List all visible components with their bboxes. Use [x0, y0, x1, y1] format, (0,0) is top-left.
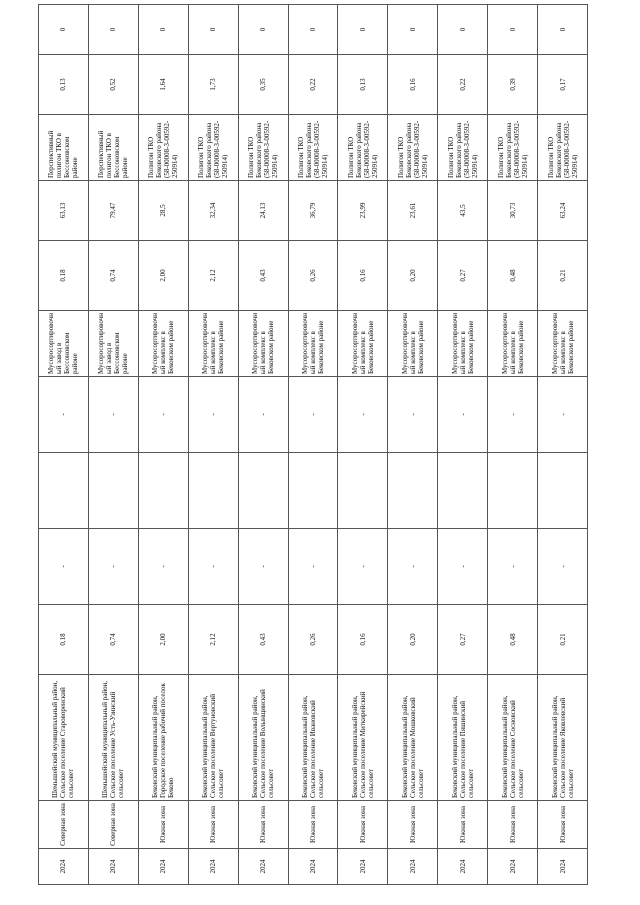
- dash-cell: -: [288, 377, 338, 453]
- zero-cell: 0: [538, 5, 588, 55]
- dash-cell: -: [438, 377, 488, 453]
- zero-cell: 0: [438, 5, 488, 55]
- table-row: [538, 5, 588, 885]
- processed-volume-cell: 0,16: [338, 241, 388, 311]
- disposal-volume-cell: 0,52: [88, 55, 138, 115]
- volume-cell: 0,74: [88, 605, 138, 675]
- landfill-cell: Перспективный полигон ТКО в Бессоновском районе: [88, 115, 138, 181]
- dash-cell: -: [88, 377, 138, 453]
- municipality-cell: Шемышейский муниципальный район, Сельское поселение Староворенский сельсовет: [39, 675, 89, 801]
- year-cell: 2024: [188, 849, 238, 885]
- distance-cell: 24,13: [238, 181, 288, 241]
- processed-volume-cell: 0,18: [39, 241, 89, 311]
- distance-cell: 63,13: [39, 181, 89, 241]
- table-row: [188, 5, 238, 885]
- zone-cell: Северная зона: [88, 801, 138, 849]
- dash-cell: -: [488, 377, 538, 453]
- dash-cell: -: [288, 529, 338, 605]
- zero-cell: 0: [388, 5, 438, 55]
- landfill-cell: Полигон ТКО Бековского района (58-00008-З-00592-250914): [238, 115, 288, 181]
- empty-cell: [88, 453, 138, 529]
- processed-volume-cell: 0,48: [488, 241, 538, 311]
- rotated-table-wrapper: [38, 25, 588, 885]
- zone-cell: Южная зона: [538, 801, 588, 849]
- volume-cell: 0,48: [488, 605, 538, 675]
- year-cell: 2024: [488, 849, 538, 885]
- zone-cell: Южная зона: [138, 801, 188, 849]
- zone-cell: Северная зона: [39, 801, 89, 849]
- distance-cell: 36,79: [288, 181, 338, 241]
- empty-cell: [538, 453, 588, 529]
- table-row: [138, 5, 188, 885]
- table-row: [238, 5, 288, 885]
- zone-cell: Южная зона: [338, 801, 388, 849]
- disposal-volume-cell: 1,73: [188, 55, 238, 115]
- dash-cell: -: [338, 377, 388, 453]
- zone-cell: Южная зона: [388, 801, 438, 849]
- municipality-cell: Бековский муниципальный район, Сельское поселение Сосновский сельсовет: [488, 675, 538, 801]
- table-row: [438, 5, 488, 885]
- zero-cell: 0: [238, 5, 288, 55]
- processed-volume-cell: 2,12: [188, 241, 238, 311]
- landfill-cell: Полигон ТКО Бековского района (58-00008-З-00592-250914): [338, 115, 388, 181]
- year-cell: 2024: [39, 849, 89, 885]
- dash-cell: -: [538, 529, 588, 605]
- dash-cell: -: [188, 377, 238, 453]
- year-cell: 2024: [338, 849, 388, 885]
- distance-cell: 63,24: [538, 181, 588, 241]
- municipality-cell: Бековский муниципальный район, Сельское поселение Волынщинский сельсовет: [238, 675, 288, 801]
- zero-cell: 0: [338, 5, 388, 55]
- dash-cell: -: [488, 529, 538, 605]
- zone-cell: Южная зона: [438, 801, 488, 849]
- zone-cell: Южная зона: [288, 801, 338, 849]
- dash-cell: -: [538, 377, 588, 453]
- dash-cell: -: [338, 529, 388, 605]
- disposal-volume-cell: 0,22: [438, 55, 488, 115]
- table-row: [39, 5, 89, 885]
- year-cell: 2024: [238, 849, 288, 885]
- municipality-cell: Бековский муниципальный район, Сельское поселение Миткирейский сельсовет: [338, 675, 388, 801]
- municipality-cell: Бековский муниципальный район, Сельское поселение Яковлевский сельсовет: [538, 675, 588, 801]
- zone-cell: Южная зона: [188, 801, 238, 849]
- dash-cell: -: [39, 529, 89, 605]
- volume-cell: 2,12: [188, 605, 238, 675]
- empty-cell: [238, 453, 288, 529]
- empty-cell: [388, 453, 438, 529]
- empty-cell: [188, 453, 238, 529]
- facility-cell: Мусоросортировочный комплекс в Бековском районе: [238, 311, 288, 377]
- dash-cell: -: [88, 529, 138, 605]
- distance-cell: 32,34: [188, 181, 238, 241]
- dash-cell: -: [238, 377, 288, 453]
- table-row: [338, 5, 388, 885]
- volume-cell: 0,18: [39, 605, 89, 675]
- year-cell: 2024: [88, 849, 138, 885]
- table-row: [288, 5, 338, 885]
- landfill-cell: Полигон ТКО Бековского района (58-00008-З-00592-250914): [188, 115, 238, 181]
- landfill-cell: Полигон ТКО Бековского района (58-00008-З-00592-250914): [488, 115, 538, 181]
- empty-cell: [138, 453, 188, 529]
- processed-volume-cell: 0,43: [238, 241, 288, 311]
- zero-cell: 0: [88, 5, 138, 55]
- facility-cell: Мусоросортировочный комплекс в Бековском районе: [538, 311, 588, 377]
- volume-cell: 0,43: [238, 605, 288, 675]
- distance-cell: 43,5: [438, 181, 488, 241]
- volume-cell: 0,27: [438, 605, 488, 675]
- facility-cell: Мусоросортировочный комплекс в Бековском районе: [488, 311, 538, 377]
- year-cell: 2024: [138, 849, 188, 885]
- dash-cell: -: [438, 529, 488, 605]
- municipality-cell: Шемышейский муниципальный район, Сельское поселение Усть-Узинский сельсовет: [88, 675, 138, 801]
- distance-cell: 23,99: [338, 181, 388, 241]
- processed-volume-cell: 0,26: [288, 241, 338, 311]
- processed-volume-cell: 0,74: [88, 241, 138, 311]
- facility-cell: Мусоросортировочный завод в Бессоновском районе: [39, 311, 89, 377]
- processed-volume-cell: 0,27: [438, 241, 488, 311]
- zone-cell: Южная зона: [238, 801, 288, 849]
- disposal-volume-cell: 0,22: [288, 55, 338, 115]
- landfill-cell: Перспективный полигон ТКО в Бессоновском районе: [39, 115, 89, 181]
- empty-cell: [488, 453, 538, 529]
- volume-cell: 2,00: [138, 605, 188, 675]
- processed-volume-cell: 0,21: [538, 241, 588, 311]
- dash-cell: -: [238, 529, 288, 605]
- landfill-cell: Полигон ТКО Бековского района (58-00008-З-00592-250914): [438, 115, 488, 181]
- volume-cell: 0,26: [288, 605, 338, 675]
- facility-cell: Мусоросортировочный комплекс в Бековском районе: [338, 311, 388, 377]
- facility-cell: Мусоросортировочный комплекс в Бековском районе: [138, 311, 188, 377]
- year-cell: 2024: [288, 849, 338, 885]
- disposal-volume-cell: 1,64: [138, 55, 188, 115]
- dash-cell: -: [138, 529, 188, 605]
- disposal-volume-cell: 0,16: [388, 55, 438, 115]
- volume-cell: 0,21: [538, 605, 588, 675]
- dash-cell: -: [39, 377, 89, 453]
- dash-cell: -: [388, 377, 438, 453]
- year-cell: 2024: [438, 849, 488, 885]
- volume-cell: 0,20: [388, 605, 438, 675]
- disposal-volume-cell: 0,39: [488, 55, 538, 115]
- waste-flow-table: [38, 4, 588, 885]
- zero-cell: 0: [488, 5, 538, 55]
- processed-volume-cell: 0,20: [388, 241, 438, 311]
- empty-cell: [39, 453, 89, 529]
- table-row: [388, 5, 438, 885]
- landfill-cell: Полигон ТКО Бековского района (58-00008-З-00592-250914): [288, 115, 338, 181]
- landfill-cell: Полигон ТКО Бековского района (58-00008-З-00592-250914): [538, 115, 588, 181]
- zero-cell: 0: [138, 5, 188, 55]
- disposal-volume-cell: 0,13: [39, 55, 89, 115]
- empty-cell: [338, 453, 388, 529]
- landfill-cell: Полигон ТКО Бековского района (58-00008-З-00592-250914): [138, 115, 188, 181]
- facility-cell: Мусоросортировочный комплекс в Бековском районе: [288, 311, 338, 377]
- dash-cell: -: [188, 529, 238, 605]
- distance-cell: 79,47: [88, 181, 138, 241]
- table-row: [88, 5, 138, 885]
- distance-cell: 28,5: [138, 181, 188, 241]
- year-cell: 2024: [388, 849, 438, 885]
- empty-cell: [438, 453, 488, 529]
- facility-cell: Мусоросортировочный комплекс в Бековском районе: [388, 311, 438, 377]
- dash-cell: -: [388, 529, 438, 605]
- municipality-cell: Бековский муниципальный район, Сельское поселение Вертуновский сельсовет: [188, 675, 238, 801]
- zero-cell: 0: [39, 5, 89, 55]
- distance-cell: 23,61: [388, 181, 438, 241]
- zone-cell: Южная зона: [488, 801, 538, 849]
- municipality-cell: Бековский муниципальный район, Сельское поселение Мошковский сельсовет: [388, 675, 438, 801]
- table-row: [488, 5, 538, 885]
- municipality-cell: Бековский муниципальный район, Сельское поселение Пяшинский сельсовет: [438, 675, 488, 801]
- facility-cell: Мусоросортировочный комплекс в Бековском районе: [188, 311, 238, 377]
- disposal-volume-cell: 0,13: [338, 55, 388, 115]
- disposal-volume-cell: 0,17: [538, 55, 588, 115]
- landfill-cell: Полигон ТКО Бековского района (58-00008-З-00592-250914): [388, 115, 438, 181]
- processed-volume-cell: 2,00: [138, 241, 188, 311]
- zero-cell: 0: [188, 5, 238, 55]
- distance-cell: 30,73: [488, 181, 538, 241]
- disposal-volume-cell: 0,35: [238, 55, 288, 115]
- volume-cell: 0,16: [338, 605, 388, 675]
- facility-cell: Мусоросортировочный завод в Бессоновском районе: [88, 311, 138, 377]
- year-cell: 2024: [538, 849, 588, 885]
- zero-cell: 0: [288, 5, 338, 55]
- municipality-cell: Бековский муниципальный район, Городское поселение рабочий поселок Беково: [138, 675, 188, 801]
- facility-cell: Мусоросортировочный комплекс в Бековском районе: [438, 311, 488, 377]
- table-body: [39, 5, 588, 885]
- municipality-cell: Бековский муниципальный район, Сельское поселение Ивановский сельсовет: [288, 675, 338, 801]
- dash-cell: -: [138, 377, 188, 453]
- empty-cell: [288, 453, 338, 529]
